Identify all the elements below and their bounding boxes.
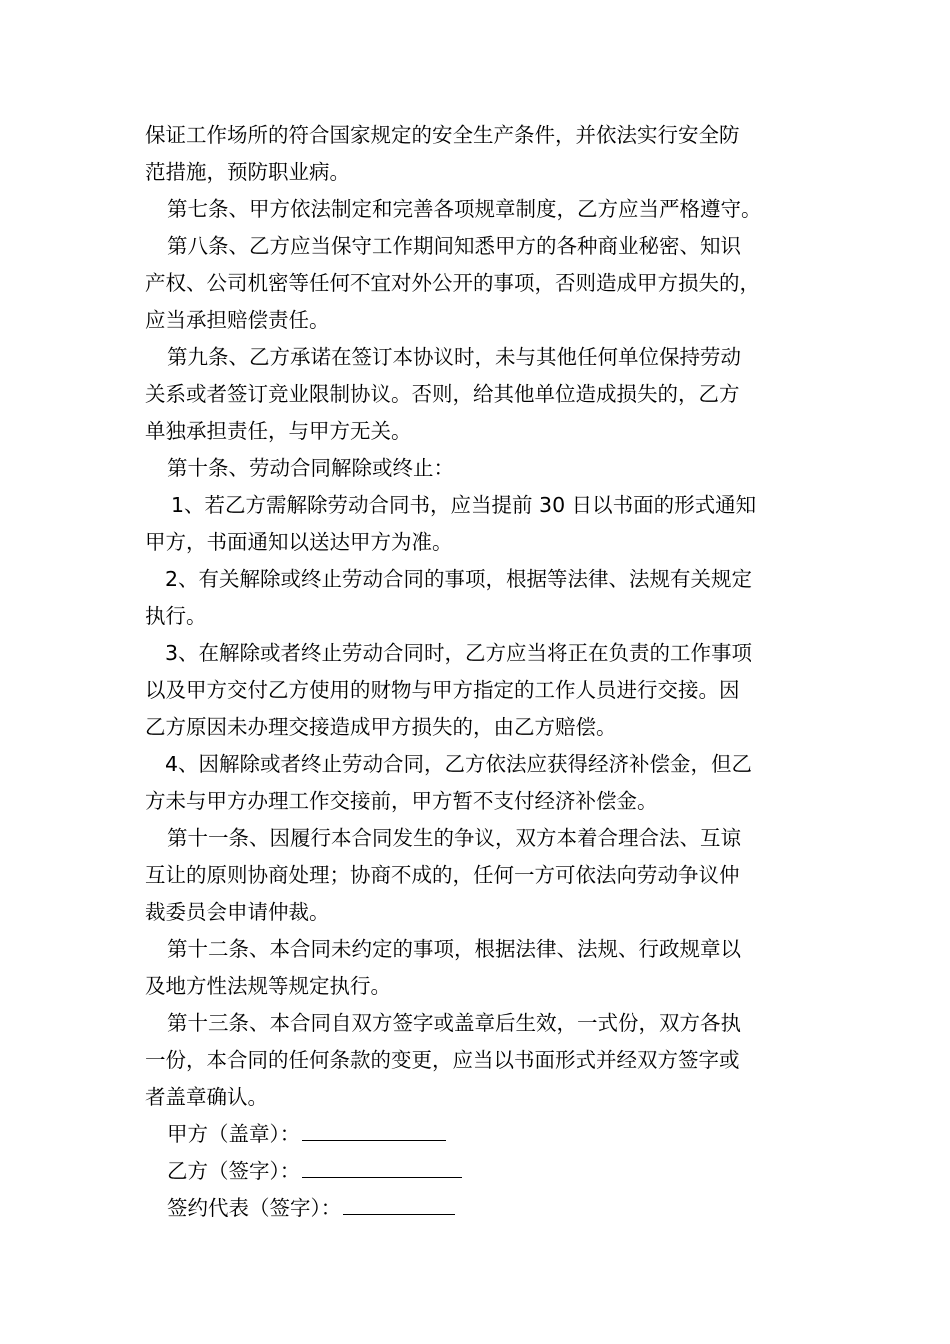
paragraph-line: 互让的原则协商处理；协商不成的，任何一方可依法向劳动争议仲 xyxy=(145,863,740,887)
item-2-line: 2、有关解除或终止劳动合同的事项，根据等法律、法规有关规定 xyxy=(165,567,753,591)
article-8-line: 第八条、乙方应当保守工作期间知悉甲方的各种商业秘密、知识 xyxy=(167,234,741,258)
paragraph-line: 方未与甲方办理工作交接前，甲方暂不支付经济补偿金。 xyxy=(145,789,658,813)
paragraph-line: 产权、公司机密等任何不宜对外公开的事项，否则造成甲方损失的， xyxy=(145,271,760,295)
paragraph-line: 范措施，预防职业病。 xyxy=(145,160,350,184)
signature-blank-line[interactable] xyxy=(302,1155,462,1178)
paragraph-line: 裁委员会申请仲裁。 xyxy=(145,900,330,924)
article-7-line: 第七条、甲方依法制定和完善各项规章制度，乙方应当严格遵守。 xyxy=(167,197,762,221)
article-11-line: 第十一条、因履行本合同发生的争议，双方本着合理合法、互谅 xyxy=(167,826,741,850)
signature-blank-line[interactable] xyxy=(343,1192,455,1215)
article-12-line: 第十二条、本合同未约定的事项，根据法律、法规、行政规章以 xyxy=(167,937,741,961)
paragraph-line: 乙方原因未办理交接造成甲方损失的，由乙方赔偿。 xyxy=(145,715,617,739)
paragraph-line: 者盖章确认。 xyxy=(145,1085,268,1109)
article-10-line: 第十条、劳动合同解除或终止： xyxy=(167,456,454,480)
item-3-line: 3、在解除或者终止劳动合同时，乙方应当将正在负责的工作事项 xyxy=(165,641,753,665)
contract-body xyxy=(145,117,815,1227)
paragraph-line: 关系或者签订竞业限制协议。否则，给其他单位造成损失的，乙方 xyxy=(145,382,740,406)
item-1-line: 1、若乙方需解除劳动合同书，应当提前 30 日以书面的形式通知 xyxy=(171,493,757,517)
paragraph-line: 单独承担责任，与甲方无关。 xyxy=(145,419,412,443)
paragraph-line: 一份，本合同的任何条款的变更，应当以书面形式并经双方签字或 xyxy=(145,1048,740,1072)
paragraph-line: 保证工作场所的符合国家规定的安全生产条件，并依法实行安全防 xyxy=(145,123,740,147)
paragraph-line: 甲方，书面通知以送达甲方为准。 xyxy=(145,530,453,554)
signature-representative xyxy=(145,1190,815,1227)
article-9-line: 第九条、乙方承诺在签订本协议时，未与其他任何单位保持劳动 xyxy=(167,345,741,369)
paragraph-line: 以及甲方交付乙方使用的财物与甲方指定的工作人员进行交接。因 xyxy=(145,678,740,702)
item-4-line: 4、因解除或者终止劳动合同，乙方依法应获得经济补偿金，但乙 xyxy=(165,752,753,776)
signature-blank-line[interactable] xyxy=(302,1118,446,1141)
signature-party-b xyxy=(145,1153,815,1190)
signature-label: 甲方（盖章）： xyxy=(167,1122,301,1146)
paragraph-line: 应当承担赔偿责任。 xyxy=(145,308,330,332)
article-13-line: 第十三条、本合同自双方签字或盖章后生效，一式份，双方各执 xyxy=(167,1011,741,1035)
paragraph-line: 执行。 xyxy=(145,604,207,628)
paragraph-line: 及地方性法规等规定执行。 xyxy=(145,974,391,998)
signature-label: 乙方（签字）： xyxy=(167,1159,301,1183)
signature-label: 签约代表（签字）： xyxy=(167,1196,342,1220)
signature-party-a xyxy=(145,1116,815,1153)
